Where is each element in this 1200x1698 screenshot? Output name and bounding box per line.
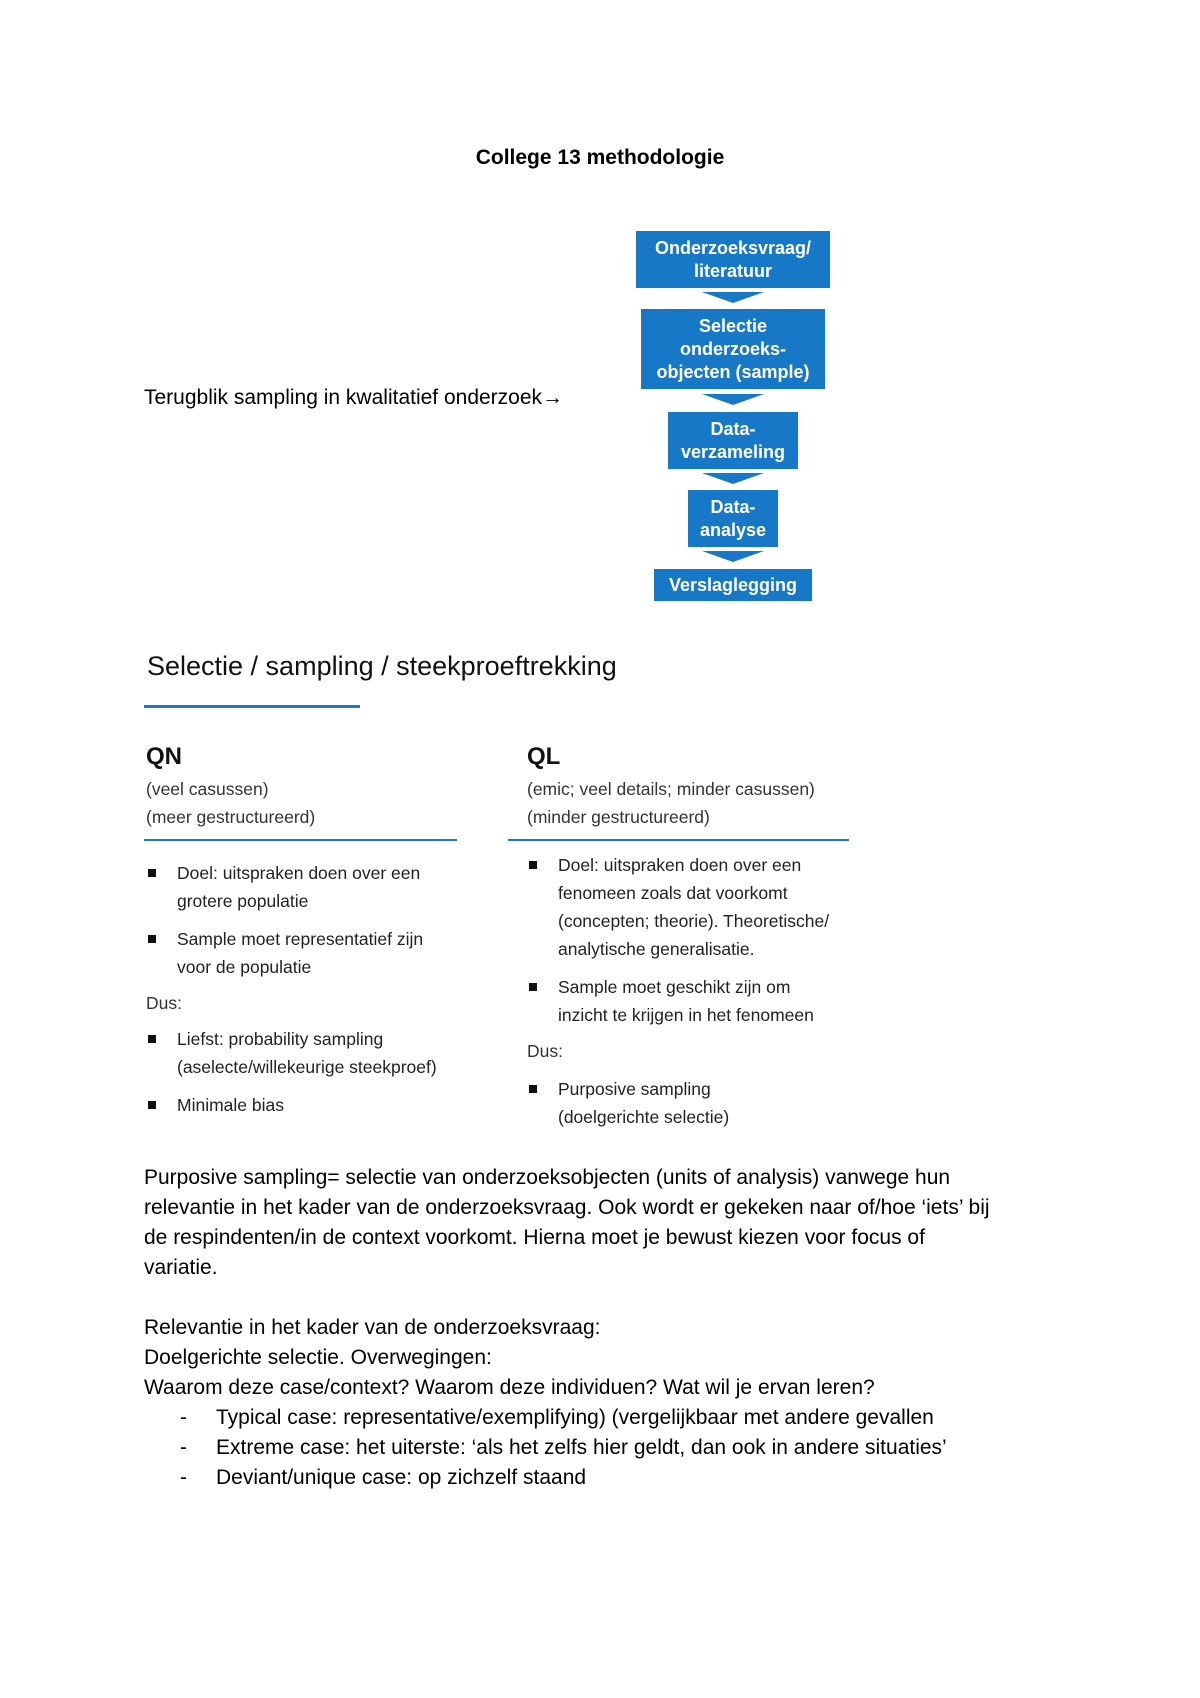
paragraph-line: Purposive sampling= selectie van onderzoeksobjecten (units of analysis) vanwege hun: [144, 1166, 951, 1189]
flow-step: Selectie onderzoeks- objecten (sample): [641, 309, 825, 389]
list-item: Sample moet geschikt zijn om inzicht te krijgen in het fenomeen: [527, 973, 887, 1029]
ql-rule: [508, 839, 849, 841]
flow-step: Onderzoeksvraag/ literatuur: [636, 231, 830, 288]
qn-rule: [144, 839, 457, 841]
list-item: Purposive sampling (doelgerichte selectie): [527, 1075, 887, 1131]
ql-dus: Dus:: [527, 1041, 563, 1061]
document-title: College 13 methodologie: [475, 146, 725, 169]
case-type-list: [180, 1403, 947, 1493]
qn-heading: QN: [146, 743, 182, 770]
chevron-down-icon: [702, 394, 764, 406]
ql-column: [527, 743, 887, 1131]
ql-heading: QL: [527, 743, 561, 770]
paragraph-purposive-sampling: [144, 1163, 1074, 1283]
paragraph-line: de respindenten/in de context voorkomt. Hierna moet je bewust kiezen voor focus of: [144, 1226, 925, 1249]
ql-subtitle: (minder gestructureerd): [527, 807, 710, 827]
qn-bullets-conclusion: [146, 1025, 466, 1119]
paragraph-line: Waarom deze case/context? Waarom deze individuen? Wat wil je ervan leren?: [144, 1376, 875, 1399]
qn-dus: Dus:: [146, 993, 182, 1013]
qn-bullets: [146, 859, 466, 981]
list-item: Doel: uitspraken doen over een fenomeen zoals dat voorkomt (concepten; theorie). Theoretische/ analytische generalisatie.: [527, 851, 887, 963]
ql-bullets-conclusion: [527, 1075, 887, 1131]
chevron-down-icon: [702, 551, 764, 563]
chevron-down-icon: [702, 473, 764, 485]
paragraph-line: variatie.: [144, 1256, 218, 1279]
list-item: - Typical case: representative/exemplifying) (vergelijkbaar met andere gevallen: [180, 1406, 934, 1429]
list-item: - Deviant/unique case: op zichzelf staand: [180, 1466, 587, 1489]
paragraph-line: Doelgerichte selectie. Overwegingen:: [144, 1346, 492, 1369]
ql-subtitle: (emic; veel details; minder casussen): [527, 779, 815, 799]
flow-step: Data- verzameling: [668, 412, 798, 469]
list-item: Minimale bias: [146, 1091, 466, 1119]
paragraph-line: Relevantie in het kader van de onderzoeksvraag:: [144, 1316, 601, 1339]
paragraph-relevance: [144, 1313, 1074, 1403]
list-item: Liefst: probability sampling (aselecte/willekeurige steekproef): [146, 1025, 466, 1081]
list-item: Sample moet representatief zijn voor de populatie: [146, 925, 466, 981]
qn-column: [146, 743, 466, 1119]
paragraph-line: relevantie in het kader van de onderzoeksvraag. Ook wordt er gekeken naar of/hoe ‘iets’ bij: [144, 1196, 990, 1219]
chevron-down-icon: [702, 292, 764, 304]
intro-text: Terugblik sampling in kwalitatief onderzoek→: [144, 386, 564, 409]
list-item: - Extreme case: het uiterste: ‘als het zelfs hier geldt, dan ook in andere situaties’: [180, 1436, 947, 1459]
ql-bullets: [527, 851, 887, 1029]
list-item: Doel: uitspraken doen over een grotere populatie: [146, 859, 466, 915]
slide-title: Selectie / sampling / steekproeftrekking: [147, 651, 617, 681]
flow-step: Verslaglegging: [654, 569, 812, 601]
qn-subtitle: (meer gestructureerd): [146, 807, 316, 827]
flow-step: Data- analyse: [688, 490, 778, 547]
qn-subtitle: (veel casussen): [146, 779, 269, 799]
title-underline: [144, 705, 360, 708]
